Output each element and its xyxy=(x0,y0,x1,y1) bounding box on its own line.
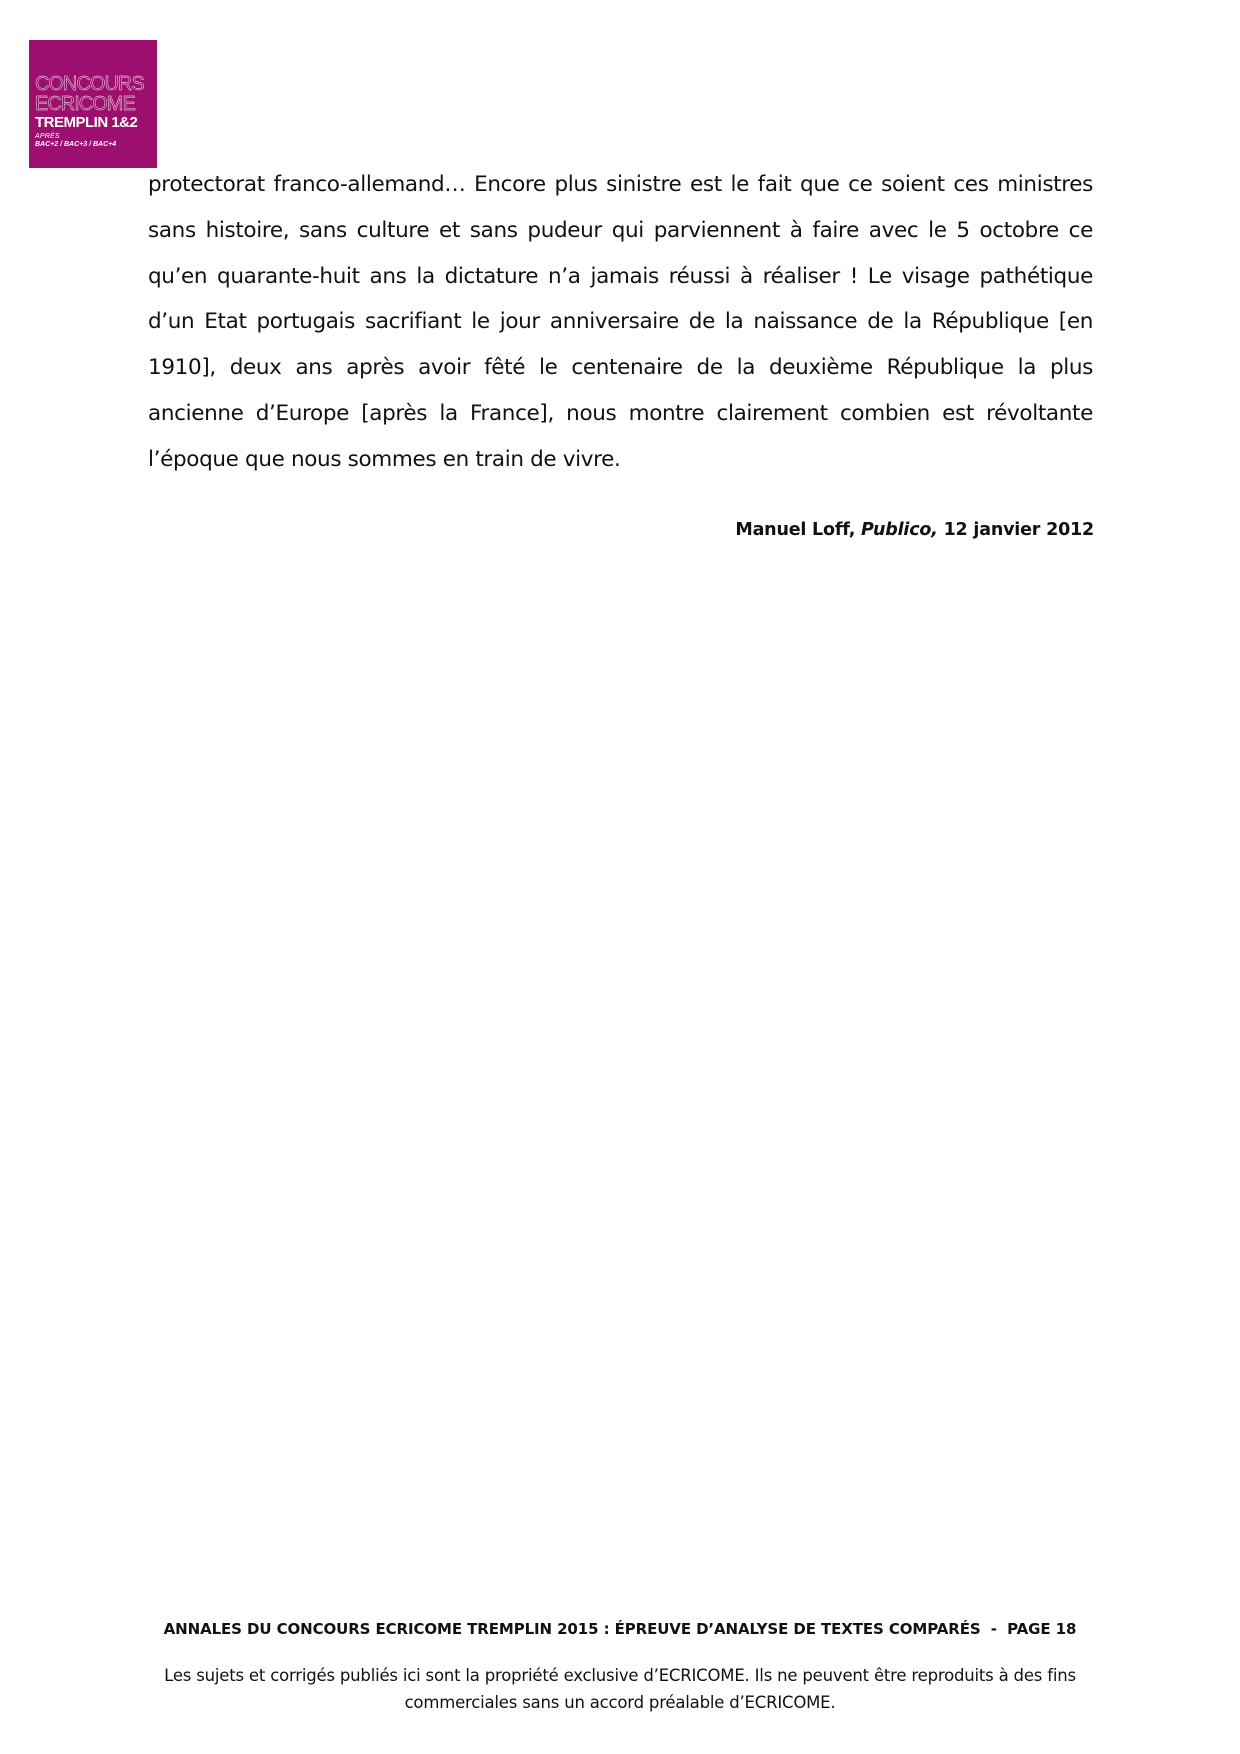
logo-line-ecricome: ECRICOME xyxy=(35,93,135,115)
logo-line-concours: CONCOURS xyxy=(35,73,144,95)
logo-line-apres: APRÈS xyxy=(35,133,60,140)
signature-author: Manuel Loff, xyxy=(735,520,862,540)
logo-line-tremplin: TREMPLIN 1&2 xyxy=(35,114,138,131)
signature-publication: Publico, xyxy=(861,520,938,540)
footer-title: ANNALES DU CONCOURS ECRICOME TREMPLIN 2015 : ÉPREUVE D’ANALYSE DE TEXTES COMPARÉS - PAGE 18 xyxy=(163,1620,1077,1638)
article-paragraph: protectorat franco-allemand… Encore plus sinistre est le fait que ce soient ces ministres sans histoire, sans culture et sans pudeur qui parviennent à faire avec le 5 octobre ce qu’en quarante-huit ans la dictature n’a jamais réussi à réaliser ! Le visage pathétique d’un Etat portugais sacrifiant le jour anniversaire de la naissance de la République [en 1910], deux ans après avoir fêté le centenaire de la deuxième République la plus ancienne d’Europe [après la France], nous montre clairement combien est révoltante l’époque que nous sommes en train de vivre. xyxy=(148,172,1093,472)
logo-line-bac-levels: BAC+2 / BAC+3 / BAC+4 xyxy=(35,141,117,148)
ecricome-logo xyxy=(29,40,157,168)
article-signature xyxy=(735,520,1094,540)
signature-date: 12 janvier 2012 xyxy=(937,520,1094,540)
footer-copyright-notice: Les sujets et corrigés publiés ici sont la propriété exclusive d’ECRICOME. Ils ne peuvent être reproduits à des fins commerciales sans un accord préalable d’ECRICOME. xyxy=(164,1666,1076,1712)
